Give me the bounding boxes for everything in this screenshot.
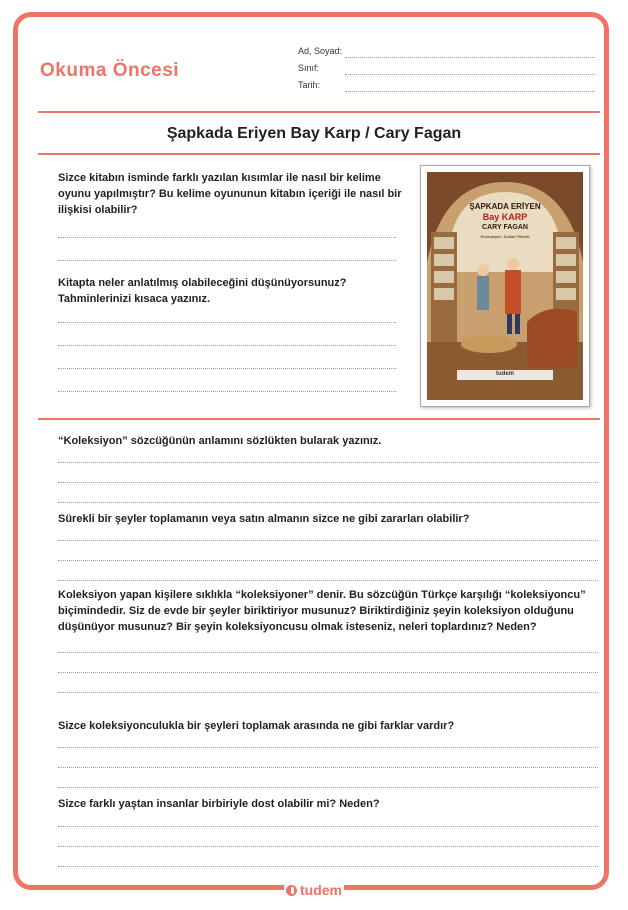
class-field[interactable]: [345, 73, 595, 75]
cover-author: CARY FAGAN: [482, 224, 528, 231]
question-4: Sürekli bir şeyler toplamanın veya satın almanın sizce ne gibi zararları olabilir?: [58, 513, 470, 525]
question-2: Kitapta neler anlatılmış olabileceğini düşünüyorsunuz? Tahminlerinizi kısaca yazınız.: [58, 277, 347, 305]
answer-line[interactable]: [58, 580, 598, 581]
answer-line[interactable]: [58, 322, 396, 323]
answer-line[interactable]: [58, 692, 598, 693]
answer-line[interactable]: [58, 345, 396, 346]
answer-line[interactable]: [58, 747, 598, 748]
class-label: Sınıf:: [298, 63, 320, 73]
answer-line[interactable]: [58, 560, 598, 561]
question-5: Koleksiyon yapan kişilere sıklıkla “koleksiyoner” denir. Bu sözcüğün Türkçe karşılığı “koleksiyoncu” biçimindedir. Siz de evde bir şeyler biriktiriyor musunuz? Biriktirdiğiniz şeyin koleksiyon olduğunu düşünüyor musunuz? Bir şeyin koleksiyoncusu olmak isteseniz, neleri toplardınız? Neden?: [58, 589, 586, 633]
answer-line[interactable]: [58, 260, 396, 261]
answer-line[interactable]: [58, 846, 598, 847]
cover-title-line2: Bay KARP: [482, 212, 528, 222]
section-title: Okuma Öncesi: [40, 60, 180, 81]
name-field[interactable]: [345, 56, 595, 58]
answer-line[interactable]: [58, 787, 598, 788]
cover-title-line1: ŞAPKADA ERİYEN: [469, 202, 541, 211]
answer-line[interactable]: [58, 540, 598, 541]
answer-line[interactable]: [58, 368, 396, 369]
answer-line[interactable]: [58, 482, 598, 483]
date-label: Tarih:: [298, 80, 321, 90]
question-1: Sizce kitabın isminde farklı yazılan kısımlar ile nasıl bir kelime oyunu yapılmıştır? Bu kelime oyununun kitabın içeriği ile nasıl bir ilişkisi olabilir?: [58, 172, 402, 216]
question-6: Sizce koleksiyonculukla bir şeyleri toplamak arasında ne gibi farklar vardır?: [58, 720, 455, 732]
cover-illustrator: Resimleyen: Dušan Petričić: [480, 234, 530, 239]
answer-line[interactable]: [58, 237, 396, 238]
answer-line[interactable]: [58, 866, 598, 867]
tudem-logo: [284, 880, 344, 900]
question-7: Sizce farklı yaştan insanlar birbiriyle dost olabilir mi? Neden?: [58, 798, 380, 810]
question-3: “Koleksiyon” sözcüğünün anlamını sözlükten bularak yazınız.: [58, 435, 382, 447]
section-divider: [38, 418, 600, 420]
answer-line[interactable]: [58, 502, 598, 503]
answer-line[interactable]: [58, 652, 598, 653]
answer-line[interactable]: [58, 767, 598, 768]
page-frame: [13, 12, 609, 890]
answer-line[interactable]: [58, 826, 598, 827]
date-field[interactable]: [345, 90, 595, 92]
tudem-logo-icon: [286, 885, 297, 896]
book-title: Şapkada Eriyen Bay Karp / Cary Fagan: [166, 125, 462, 142]
answer-line[interactable]: [58, 391, 396, 392]
cover-publisher: tudem: [496, 371, 514, 377]
answer-line[interactable]: [58, 462, 598, 463]
title-divider: [38, 153, 600, 155]
header-divider: [38, 111, 600, 113]
answer-line[interactable]: [58, 672, 598, 673]
tudem-logo-text: tudem: [300, 882, 342, 898]
name-label: Ad, Soyad:: [298, 46, 343, 56]
book-cover: [420, 165, 590, 407]
